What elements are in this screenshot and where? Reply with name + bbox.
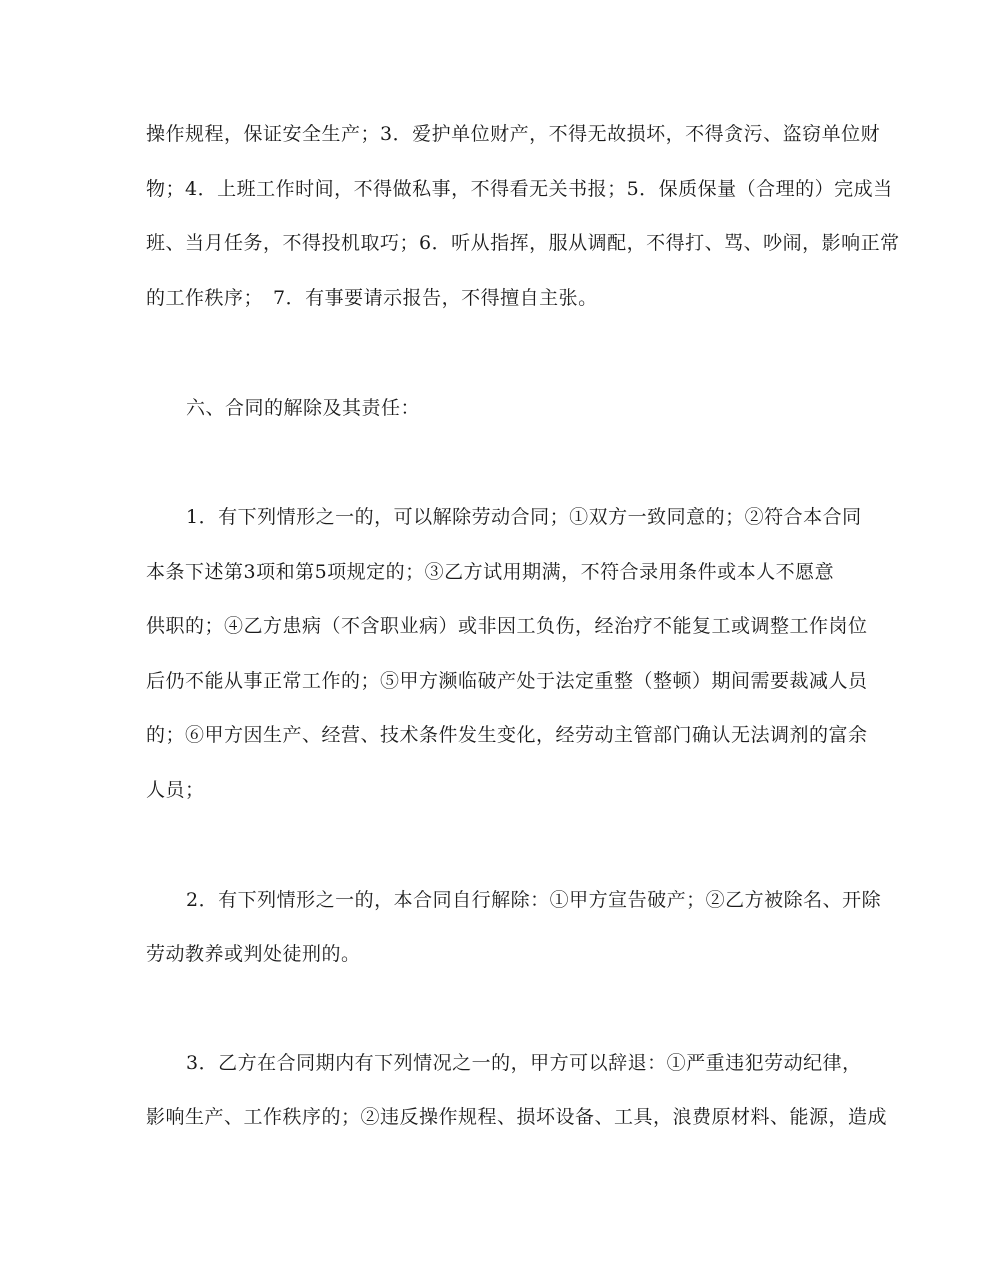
text-line: 人员； — [146, 779, 205, 801]
text-line: 后仍不能从事正常工作的；⑤甲方濒临破产处于法定重整（整顿）期间需要裁减人员 — [146, 670, 868, 692]
text-line: 供职的；④乙方患病（不含职业病）或非因工负伤，经治疗不能复工或调整工作岗位 — [146, 615, 868, 637]
section-heading: 六、合同的解除及其责任： — [186, 397, 421, 419]
text-line: 班、当月任务，不得投机取巧；6．听从指挥，服从调配，不得打、骂、吵闹，影响正常 — [146, 232, 900, 254]
text-line: 的；⑥甲方因生产、经营、技术条件发生变化，经劳动主管部门确认无法调剂的富余 — [146, 724, 868, 746]
text-line: 2．有下列情形之一的，本合同自行解除：①甲方宣告破产；②乙方被除名、开除 — [186, 889, 882, 911]
text-line: 3．乙方在合同期内有下列情况之一的，甲方可以辞退：①严重违犯劳动纪律， — [186, 1052, 862, 1074]
text-line: 物；4．上班工作时间，不得做私事，不得看无关书报；5．保质保量（合理的）完成当 — [146, 178, 893, 200]
text-line: 影响生产、工作秩序的；②违反操作规程、损坏设备、工具，浪费原材料、能源，造成 — [146, 1106, 888, 1128]
text-line: 操作规程，保证安全生产；3．爱护单位财产，不得无故损坏，不得贪污、盗窃单位财 — [146, 123, 881, 145]
text-line: 本条下述第3项和第5项规定的；③乙方试用期满，不符合录用条件或本人不愿意 — [146, 561, 835, 583]
text-line: 劳动教养或判处徒刑的。 — [146, 943, 361, 965]
text-line: 的工作秩序； 7．有事要请示报告，不得擅自主张。 — [146, 287, 598, 309]
text-line: 1．有下列情形之一的，可以解除劳动合同；①双方一致同意的；②符合本合同 — [186, 506, 862, 528]
